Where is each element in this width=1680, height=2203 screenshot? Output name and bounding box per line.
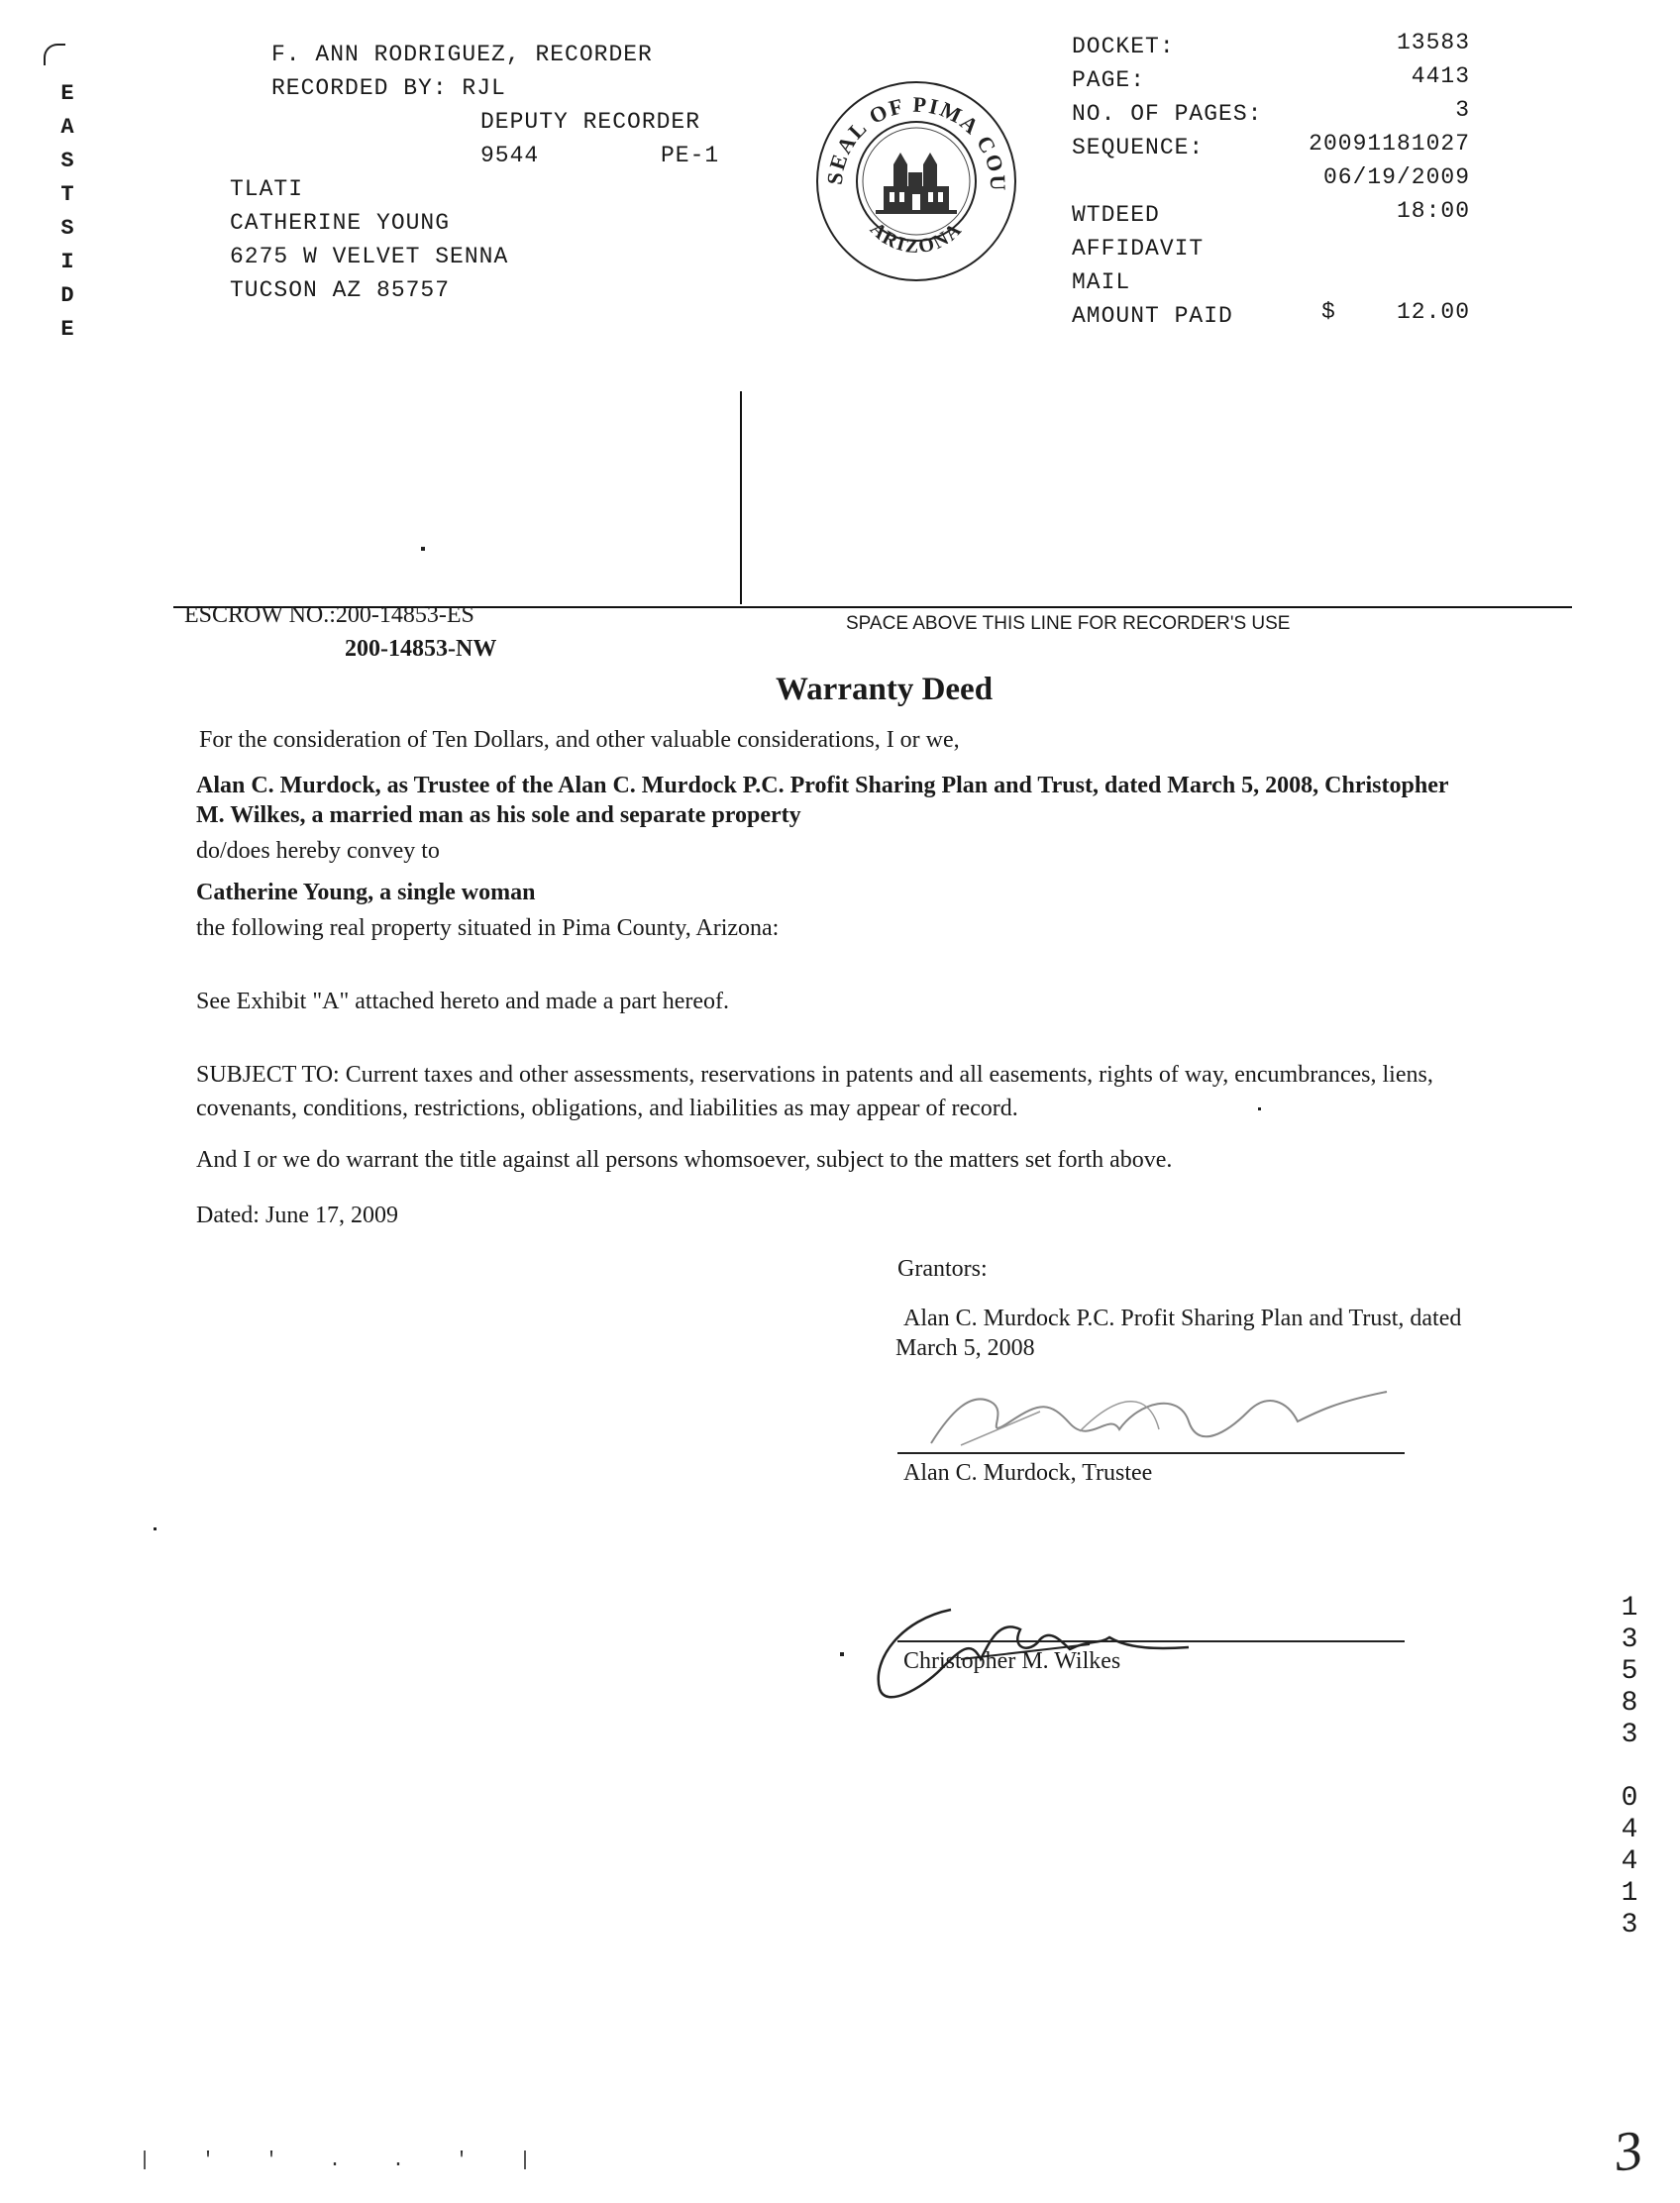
stamp-char: 3 (1621, 1910, 1638, 1941)
stamp-char (1610, 1751, 1649, 1783)
recorder-code: 9544 (480, 143, 540, 168)
trust-name: Alan C. Murdock P.C. Profit Sharing Plan and Trust, dated (903, 1306, 1462, 1331)
recorder-area-divider (740, 391, 742, 604)
side-letter: S (60, 216, 74, 241)
stamp-char: 1 (1621, 1593, 1638, 1624)
signature-trustee (921, 1372, 1397, 1451)
record-date: 06/19/2009 (1322, 164, 1470, 190)
county-seal (802, 57, 1020, 285)
return-to-line: 6275 W VELVET SENNA (230, 244, 509, 269)
warranty-clause: And I or we do warrant the title against all persons whomsoever, subject to the matters set forth above. (196, 1147, 1173, 1173)
convey-clause: do/does hereby convey to (196, 838, 440, 864)
corner-mark (44, 44, 65, 65)
docket-page-stamp (1610, 1593, 1649, 1941)
signer-trustee: Alan C. Murdock, Trustee (903, 1460, 1153, 1486)
docket-value: 13583 (1396, 30, 1470, 55)
speck (154, 1527, 157, 1530)
sequence-value: 20091181027 (1309, 131, 1470, 157)
amount-label: AMOUNT PAID (1072, 303, 1233, 329)
scan-ticks: | ' ' . . ' | (139, 2150, 552, 2172)
affidavit-label: AFFIDAVIT (1072, 236, 1205, 262)
stamp-char: 3 (1621, 1625, 1638, 1655)
subject-to-clause: SUBJECT TO: Current taxes and other assessments, reservations in patents and all easements, rights of way, encumbrances, liens, (196, 1062, 1433, 1088)
amount-currency: $ (1321, 299, 1336, 325)
exhibit-reference: See Exhibit "A" attached hereto and made a part hereof. (196, 989, 730, 1014)
eastside-label (57, 77, 77, 347)
speck (1258, 1107, 1261, 1110)
page-label: PAGE: (1072, 67, 1146, 93)
side-letter: S (60, 149, 74, 173)
subject-to-clause-cont: covenants, conditions, restrictions, obligations, and liabilities as may appear of record. (196, 1096, 1018, 1121)
escrow-number (184, 602, 474, 629)
document-type: WTDEED (1072, 202, 1160, 228)
consideration-clause: For the consideration of Ten Dollars, and other valuable considerations, I or we, (199, 727, 960, 753)
stamp-char: 3 (1621, 1720, 1638, 1750)
side-letter: E (60, 317, 74, 342)
recorder-code-2: PE-1 (661, 143, 720, 168)
recorder-space-note: SPACE ABOVE THIS LINE FOR RECORDER'S USE (846, 613, 1291, 634)
dated-line: Dated: June 17, 2009 (196, 1203, 398, 1228)
escrow-number-1: ESCROW NO.:200-14853-ES (184, 602, 474, 628)
sequence-label: SEQUENCE: (1072, 135, 1205, 160)
return-to-line: TLATI (230, 176, 304, 202)
seal-bottom-text: ARIZONA (865, 218, 968, 259)
signer-wilkes: Christopher M. Wilkes (903, 1648, 1121, 1674)
document-title: Warranty Deed (776, 672, 994, 707)
record-time: 18:00 (1396, 198, 1470, 224)
return-to-line: CATHERINE YOUNG (230, 210, 451, 236)
grantors-label: Grantors: (897, 1256, 988, 1282)
amount-value: 12.00 (1396, 299, 1470, 325)
stamp-char: 8 (1621, 1688, 1638, 1719)
grantor-names: Alan C. Murdock, as Trustee of the Alan C. Murdock P.C. Profit Sharing Plan and Trust, dated March 5, 2008, Christopher (196, 773, 1449, 798)
speck (840, 1652, 844, 1656)
signature-line (897, 1640, 1405, 1642)
pages-label: NO. OF PAGES: (1072, 101, 1263, 127)
recorder-name: F. ANN RODRIGUEZ, RECORDER (271, 42, 653, 67)
stamp-char: 1 (1621, 1878, 1638, 1909)
speck (421, 547, 425, 551)
grantor-names-cont: M. Wilkes, a married man as his sole and separate property (196, 802, 801, 828)
side-letter: E (60, 81, 74, 106)
docket-label: DOCKET: (1072, 34, 1175, 59)
seal-top-text: THE SEAL OF PIMA COUNTY (802, 57, 1011, 193)
pages-value: 3 (1455, 97, 1470, 123)
recorded-by: RECORDED BY: RJL (271, 75, 506, 101)
side-letter: A (60, 115, 74, 140)
trust-name-cont: March 5, 2008 (895, 1335, 1035, 1361)
page-value: 4413 (1411, 63, 1470, 89)
stamp-char: 4 (1621, 1846, 1638, 1877)
side-letter: D (60, 283, 74, 308)
side-letter: I (60, 250, 74, 274)
deputy-recorder: DEPUTY RECORDER (480, 109, 701, 135)
mail-label: MAIL (1072, 269, 1131, 295)
stamp-char: 5 (1621, 1656, 1638, 1687)
stamp-char: 0 (1621, 1783, 1638, 1814)
page-number-mark: 3 (1610, 2119, 1647, 2184)
stamp-char: 4 (1621, 1815, 1638, 1845)
grantee-name: Catherine Young, a single woman (196, 880, 536, 905)
signature-line (897, 1452, 1405, 1454)
return-to-line: TUCSON AZ 85757 (230, 277, 451, 303)
svg-text:ARIZONA (866, 218, 967, 258)
side-letter: T (60, 182, 74, 207)
property-clause: the following real property situated in Pima County, Arizona: (196, 915, 780, 941)
escrow-number-2: 200-14853-NW (345, 636, 497, 662)
